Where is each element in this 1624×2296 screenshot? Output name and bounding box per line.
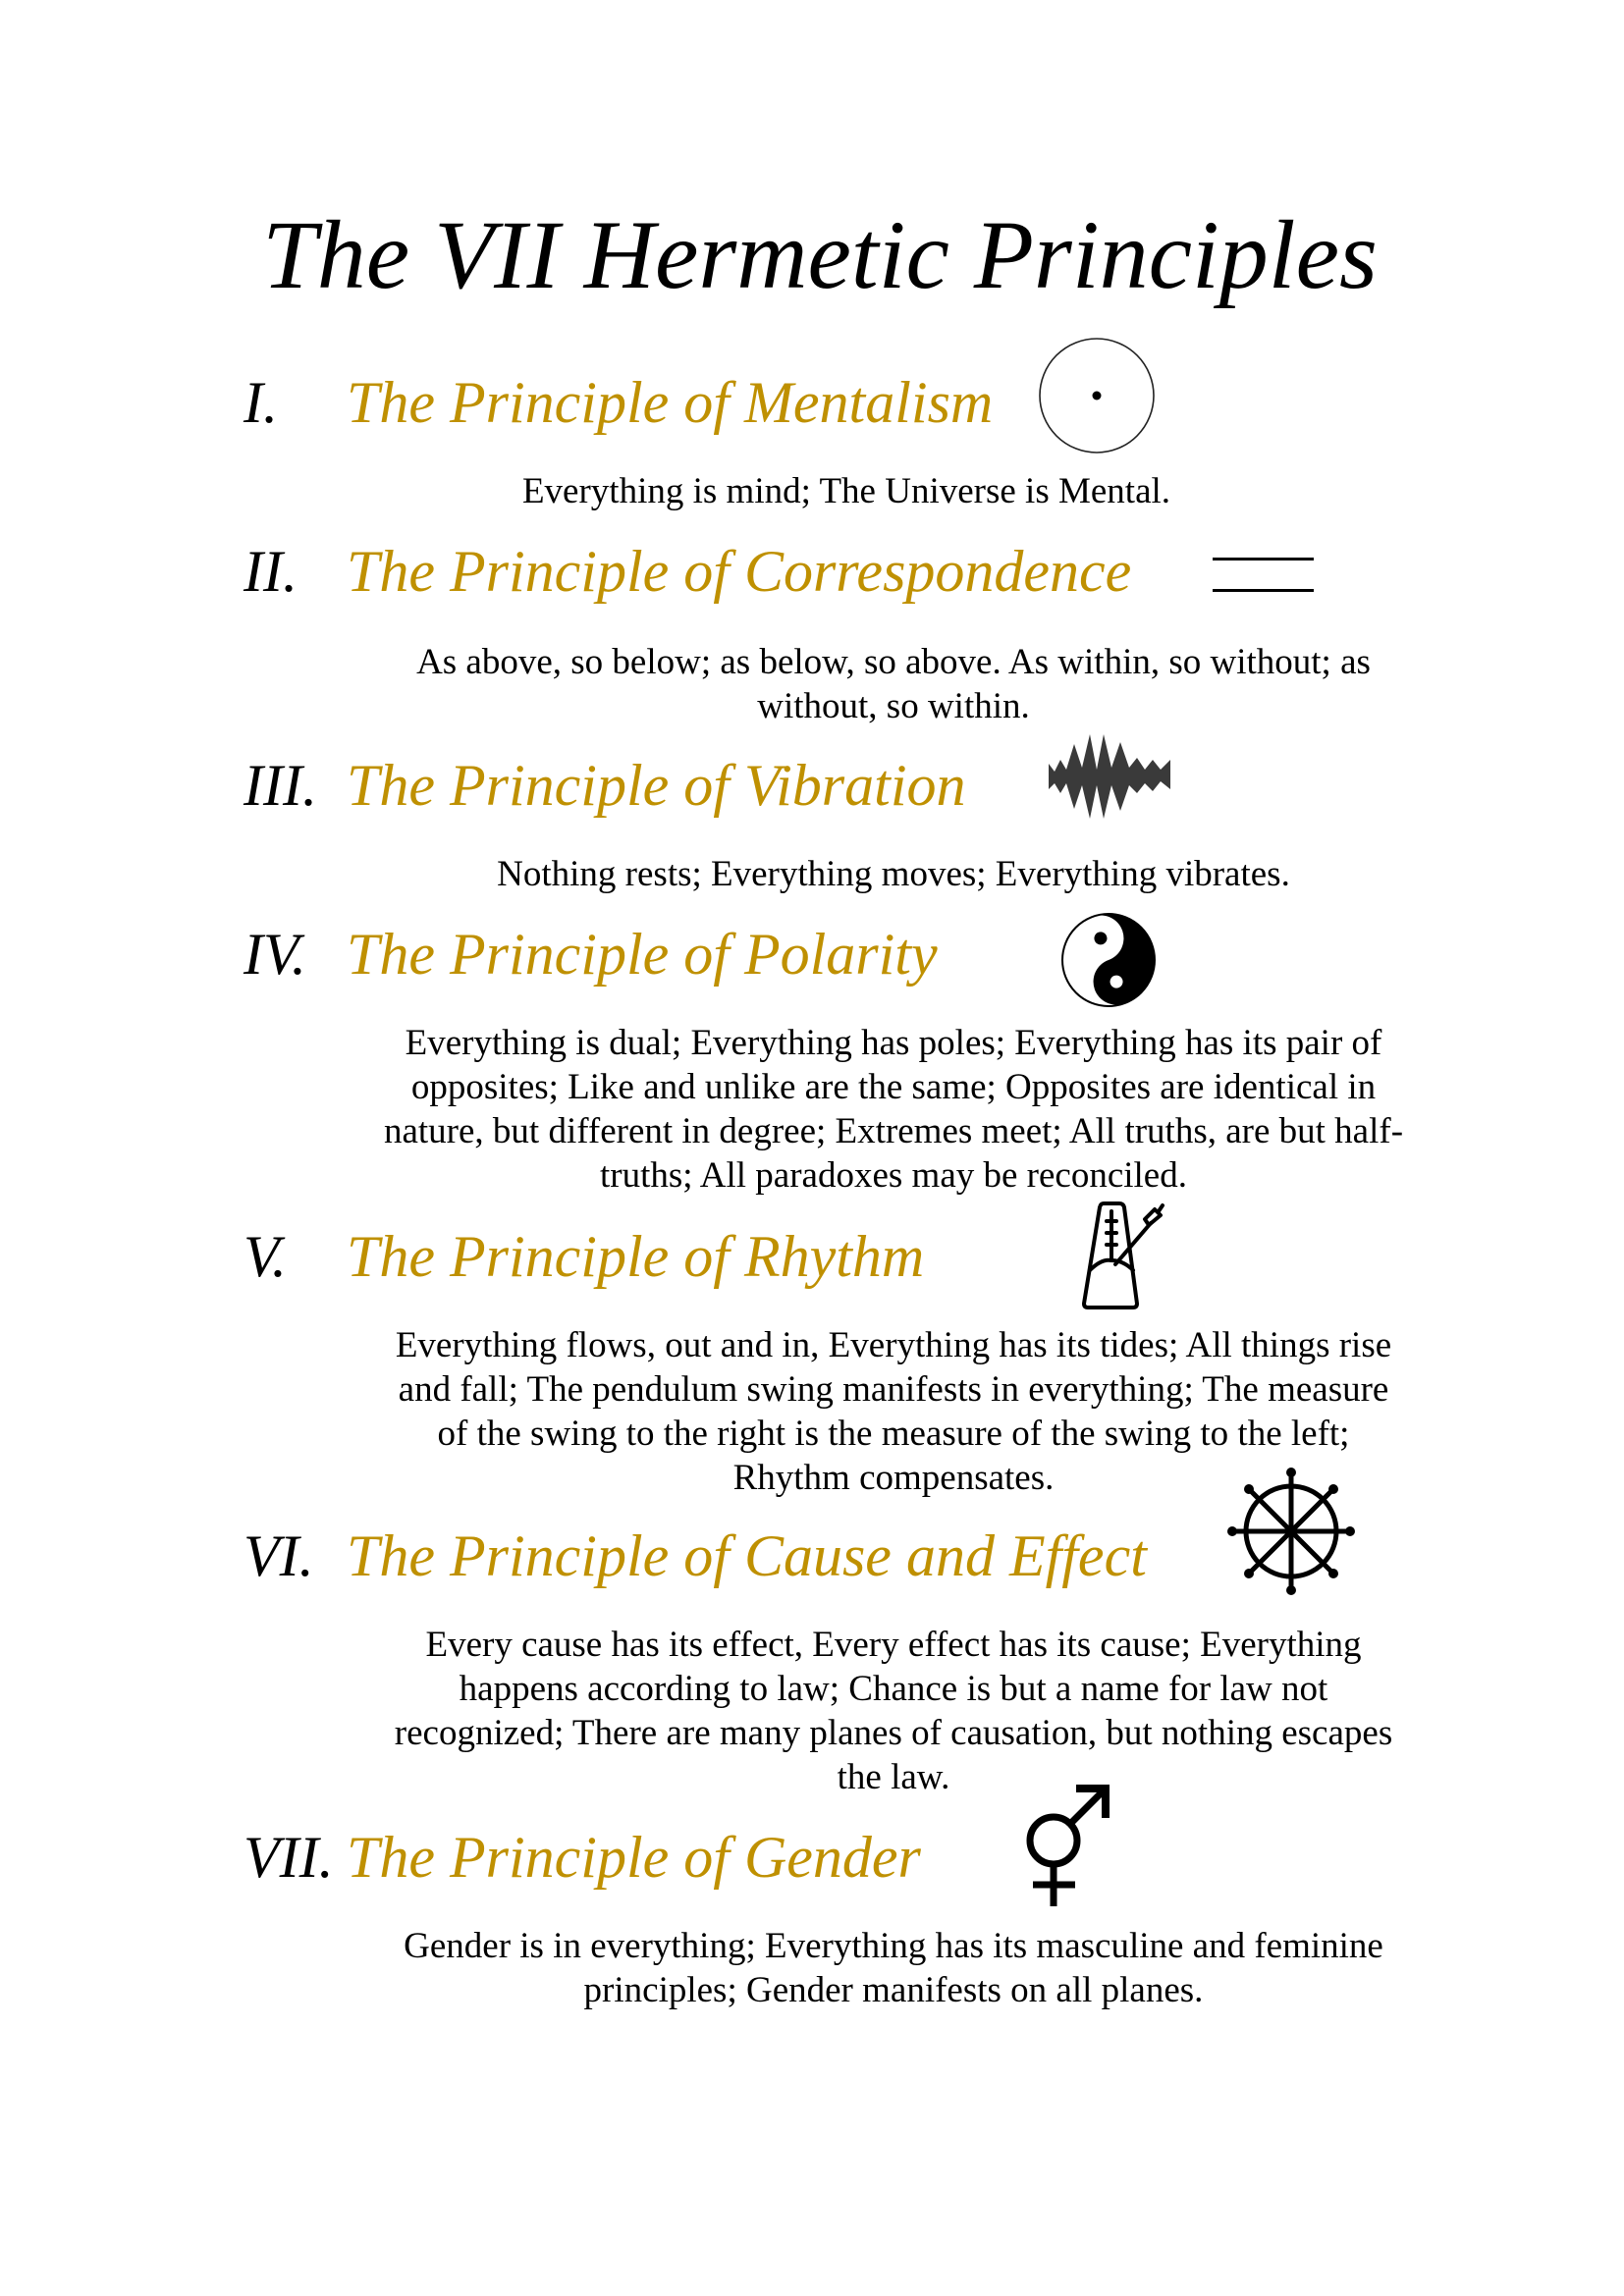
principle-title: The Principle of Cause and Effect — [347, 1523, 1147, 1588]
principle-description-line: opposites; Like and unlike are the same; Opposites are identical in — [410, 1067, 1377, 1107]
principle-description-line: Every cause has its effect, Every effect has its cause; Everything — [425, 1625, 1362, 1665]
metronome-icon — [1080, 1200, 1172, 1311]
principle-title: The Principle of Polarity — [347, 922, 938, 987]
principle-heading — [0, 537, 1624, 606]
principle-numeral: V. — [244, 1224, 287, 1289]
principle-title: The Principle of Gender — [347, 1825, 921, 1890]
principle-title: The Principle of Vibration — [347, 753, 966, 818]
principle-description-line: Everything is dual; Everything has poles; Everything has its pair of — [405, 1023, 1382, 1063]
principle-description-line: principles; Gender manifests on all planes. — [583, 1970, 1204, 2010]
principle-numeral: III. — [244, 753, 317, 818]
waveform-icon — [1049, 734, 1172, 819]
principle-heading — [0, 751, 1624, 820]
principle-description-line: Gender is in everything; Everything has its masculine and feminine — [404, 1926, 1383, 1966]
principle-title: The Principle of Correspondence — [347, 539, 1132, 604]
dharma-wheel-icon — [1227, 1468, 1355, 1595]
principle-numeral: VII. — [244, 1825, 334, 1890]
principle-description-line: without, so within. — [757, 686, 1030, 726]
principle-description-line: As above, so below; as below, so above. As within, so without; as — [416, 642, 1371, 682]
principle-description-line: the law. — [837, 1757, 950, 1797]
principle-heading — [0, 1823, 1624, 1892]
principle-heading — [0, 1222, 1624, 1291]
principle-description-line: Everything flows, out and in, Everything has its tides; All things rise — [395, 1325, 1392, 1365]
principle-title: The Principle of Rhythm — [347, 1224, 925, 1289]
principle-description-line: recognized; There are many planes of causation, but nothing escapes — [394, 1713, 1393, 1753]
principle-description-line: nature, but different in degree; Extremes meet; All truths, are but half- — [383, 1111, 1404, 1151]
principle-numeral: II. — [244, 539, 298, 604]
gender-symbol-icon — [1021, 1782, 1119, 1914]
principle-description-line: of the swing to the right is the measure of the swing to the left; — [437, 1414, 1350, 1454]
principle-description-line: happens according to law; Chance is but a name for law not — [459, 1669, 1328, 1709]
principle-title: The Principle of Mentalism — [347, 370, 994, 435]
double-line-icon — [1213, 550, 1315, 599]
principle-heading — [0, 1522, 1624, 1590]
principle-description-line: Rhythm compensates. — [732, 1458, 1055, 1498]
principle-numeral: IV. — [244, 922, 306, 987]
principle-numeral: VI. — [244, 1523, 314, 1588]
circle-dot-icon — [1038, 338, 1156, 455]
principle-heading — [0, 920, 1624, 988]
principle-description-line: Everything is mind; The Universe is Mental. — [521, 471, 1171, 511]
page-title: The VII Hermetic Principles — [262, 200, 1378, 309]
yin-yang-icon — [1060, 912, 1157, 1008]
principle-numeral: I. — [244, 370, 278, 435]
principle-heading — [0, 368, 1624, 437]
principle-description-line: truths; All paradoxes may be reconciled. — [600, 1155, 1187, 1196]
principle-description-line: and fall; The pendulum swing manifests in everything; The measure — [398, 1369, 1389, 1410]
principle-description-line: Nothing rests; Everything moves; Everything vibrates. — [497, 854, 1290, 894]
